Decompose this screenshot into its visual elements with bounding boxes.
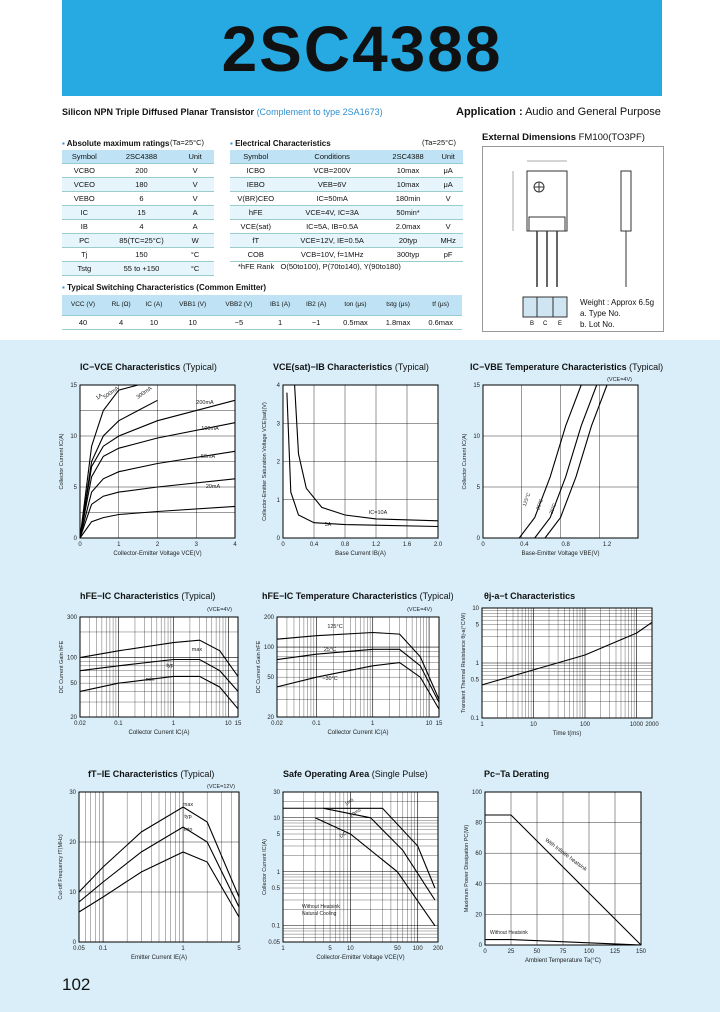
table-cell: IC=50mA (282, 192, 383, 206)
chart-title-pc-ta: Pc−Ta Derating (484, 769, 550, 779)
x-tick-label: 10 (425, 721, 433, 727)
x-tick-label: 0.1 (98, 946, 108, 952)
y-tick-label: 10 (70, 434, 77, 440)
weight-text: Weight : Approx 6.5g (580, 298, 655, 307)
x-tick-label: 1 (181, 946, 185, 952)
y-tick-label: 0 (73, 536, 77, 542)
x-tick-label: 0.8 (561, 542, 570, 548)
y-tick-label: 0.1 (470, 716, 479, 722)
table-cell: 50min* (383, 206, 434, 220)
x-axis-label: Time t(ms) (552, 731, 582, 737)
x-tick-label: 150 (635, 949, 647, 955)
curve-label: typ (166, 663, 174, 669)
table-cell: A (176, 220, 214, 234)
x-axis-label: Base-Emitter Voltage VBE(V) (521, 551, 600, 557)
y-tick-label: 5 (276, 832, 280, 839)
table-cell: VEB=6V (282, 178, 383, 192)
table-cell: 1 (262, 316, 298, 330)
curve-label: With Infinite heatsink (543, 837, 588, 873)
y-tick-label: 0 (72, 940, 76, 946)
x-axis-label: Collector-Emitter Voltage VCE(V) (113, 551, 202, 557)
table-cell: VCE(sat) (230, 220, 282, 234)
table-cell: μA (433, 164, 463, 178)
y-tick-label: 40 (475, 881, 482, 888)
application-label: Application : (456, 106, 523, 118)
table-cell: 150 (107, 248, 177, 262)
x-axis-label: Collector Current IC(A) (327, 730, 389, 736)
y-tick-label: 50 (70, 681, 77, 688)
table-cell: W (176, 234, 214, 248)
y-tick-label: 5 (475, 622, 479, 629)
table-cell: °C (176, 262, 214, 276)
chart-title-vcesat-ib: VCE(sat)−IB Characteristics (Typical) (273, 362, 429, 372)
curve-label: 1A (94, 392, 104, 402)
curve-label: min (183, 827, 193, 833)
y-tick-label: 20 (69, 840, 76, 846)
table-cell: VEBO (62, 192, 107, 206)
x-tick-label: 4 (233, 542, 237, 548)
curve-label: -30°C (548, 502, 559, 517)
table-cell: V(BR)CEO (230, 192, 282, 206)
y-axis-label: Collector Current IC(A) (462, 433, 468, 490)
y-tick-label: 1 (276, 869, 280, 876)
y-tick-label: 10 (69, 890, 76, 896)
table-cell: 10max (383, 164, 434, 178)
y-tick-label: 30 (273, 790, 280, 796)
table-cell: 2SC4388 (107, 150, 177, 164)
table-cell: VCB=200V (282, 164, 383, 178)
pin-label: E (558, 321, 563, 327)
x-tick-label: 75 (559, 949, 567, 955)
x-tick-label: 0 (281, 542, 285, 548)
curve-label: Without Heatsink (490, 930, 528, 936)
y-axis-label: DC Current Gain hFE (59, 640, 65, 694)
x-tick-label: 10 (347, 946, 354, 952)
table-cell: Unit (176, 150, 214, 164)
table-cell: 6 (107, 192, 177, 206)
y-tick-label: 20 (267, 715, 274, 721)
curve-label: max (182, 802, 194, 808)
x-tick-label: 1 (480, 722, 484, 728)
chart-title-ic-vbe: IC−VBE Temperature Characteristics (Typical) (470, 362, 664, 372)
x-tick-label: 15 (234, 721, 242, 727)
table-cell: 200 (107, 164, 177, 178)
x-tick-label: 50 (394, 946, 401, 952)
table-cell: fT (230, 234, 282, 248)
x-tick-label: 100 (579, 722, 591, 728)
curve-label: 500mA (102, 385, 121, 401)
table-cell: −5 (216, 316, 262, 330)
y-axis-label: Collector Current IC(A) (262, 839, 268, 895)
note-b: b. Lot No. (580, 320, 615, 329)
table-cell: IB1 (A) (262, 295, 298, 316)
curve-label: Without Heatsink (302, 904, 340, 910)
table-cell: 1.8max (377, 316, 420, 330)
table-cell: V (176, 178, 214, 192)
table-cell: tstg (μs) (377, 295, 420, 316)
table-cell: −1 (298, 316, 334, 330)
y-tick-label: 300 (66, 615, 77, 621)
y-tick-label: 10 (472, 606, 479, 612)
subtitle-text: Silicon NPN Triple Diffused Planar Transistor (62, 107, 255, 117)
electrical-heading-text: Electrical Characteristics (235, 139, 331, 148)
y-tick-label: 20 (475, 912, 482, 919)
curve-label: IC=10A (368, 510, 388, 516)
table-cell: 4 (104, 316, 138, 330)
table-cell: VCE=12V, IE=0.5A (282, 234, 383, 248)
table-cell: A (176, 206, 214, 220)
y-tick-label: 10 (473, 434, 480, 440)
y-tick-label: 100 (66, 655, 77, 662)
chart-title-soa: Safe Operating Area (Single Pulse) (283, 769, 428, 779)
table-cell: pF (433, 248, 463, 262)
x-tick-label: 1 (171, 721, 176, 727)
x-tick-label: 0.8 (340, 542, 350, 548)
table-cell: 10 (170, 316, 216, 330)
y-axis-label: Cut-off Frequency fT(MHz) (58, 834, 64, 900)
y-tick-label: 15 (473, 383, 480, 389)
table-cell: 2SC4388 (383, 150, 434, 164)
table-cell: IEBO (230, 178, 282, 192)
x-tick-label: 0.02 (74, 721, 86, 727)
table-cell: Conditions (282, 150, 383, 164)
y-tick-label: 0.05 (268, 940, 280, 946)
y-tick-label: 10 (273, 815, 280, 822)
x-axis-label: Collector-Emitter Voltage VCE(V) (316, 955, 405, 961)
curve-label: −30°C (322, 676, 338, 682)
table-cell: IC (62, 206, 107, 220)
x-tick-label: 0.02 (271, 721, 283, 727)
table-cell: ICBO (230, 164, 282, 178)
table-cell: 0.5max (334, 316, 377, 330)
x-tick-label: 0.1 (312, 721, 321, 727)
curve-label: 125°C (521, 492, 533, 508)
x-tick-label: 2.0 (433, 542, 443, 548)
external-heading-text: External Dimensions (482, 132, 576, 143)
table-cell: V (433, 220, 463, 234)
y-tick-label: 4 (276, 383, 280, 389)
table-cell: RL (Ω) (104, 295, 138, 316)
x-tick-label: 1 (117, 542, 121, 548)
chart-title-theta-t: θj-a−t Characteristics (484, 591, 576, 601)
table-cell: °C (176, 248, 214, 262)
table-cell: VBB2 (V) (216, 295, 262, 316)
bullet-icon: ▪ (62, 283, 65, 292)
table-cell: IC (A) (138, 295, 169, 316)
x-axis-label: Collector Current IC(A) (128, 730, 190, 736)
x-axis-label: Emitter Current IE(A) (130, 955, 188, 961)
x-tick-label: 5 (237, 946, 241, 952)
application-value: Audio and General Purpose (525, 106, 661, 118)
curve-label: 25°C (535, 498, 545, 511)
table-cell: PC (62, 234, 107, 248)
x-tick-label: 1 (371, 721, 375, 727)
table-cell: IC=5A, IB=0.5A (282, 220, 383, 234)
note-a: a. Type No. (580, 309, 621, 318)
table-cell: V (176, 192, 214, 206)
curve-label: 100mA (201, 426, 219, 432)
curve-label: 1ms (343, 797, 356, 808)
curve-label: 20mA (205, 484, 221, 490)
curve-label: DC (338, 830, 349, 840)
y-tick-label: 0 (478, 943, 482, 949)
y-tick-label: 2 (276, 459, 280, 466)
table-cell: 180 (107, 178, 177, 192)
complement-text: (Complement to type 2SA1673) (256, 107, 383, 117)
y-tick-label: 5 (73, 485, 77, 491)
table-cell: tf (μs) (419, 295, 462, 316)
y-tick-label: 0.5 (271, 886, 280, 893)
x-tick-label: 0 (483, 949, 487, 955)
y-axis-label: Collector Current IC(A) (59, 433, 65, 490)
table-cell: Symbol (62, 150, 107, 164)
y-tick-label: 200 (263, 615, 274, 621)
y-tick-label: 50 (267, 675, 274, 682)
x-tick-label: 0.05 (73, 946, 85, 952)
x-axis-label: Base Current IB(A) (335, 551, 386, 557)
y-tick-label: 100 (263, 645, 274, 652)
chart-title-hfe-ic: hFE−IC Characteristics (Typical) (80, 591, 216, 601)
y-tick-label: 20 (70, 715, 77, 721)
x-tick-label: 125 (609, 949, 621, 955)
x-axis-label: Ambient Temperature Ta(°C) (525, 958, 601, 964)
table-cell: IB2 (A) (298, 295, 334, 316)
chart-hfe-ic-temp-frame (277, 617, 439, 717)
table-cell: VCC (V) (62, 295, 104, 316)
y-axis-label: Collector-Emitter Saturation Voltage VCE(sat)(V) (262, 402, 268, 521)
table-cell: 40 (62, 316, 104, 330)
curve-label: 5A (324, 522, 332, 528)
table-cell: ton (μs) (334, 295, 377, 316)
x-tick-label: 10 (224, 721, 232, 727)
x-tick-label: 0 (78, 542, 82, 548)
pin-label: B (530, 321, 535, 327)
table-cell: VCEO (62, 178, 107, 192)
curve-label: 10ms (348, 807, 363, 820)
table-cell: μA (433, 178, 463, 192)
x-tick-label: 0.1 (114, 721, 123, 727)
y-tick-label: 80 (475, 820, 482, 827)
y-tick-label: 15 (70, 383, 77, 389)
table-cell: COB (230, 248, 282, 262)
abs-max-condition: (Ta=25°C) (170, 138, 205, 147)
condition-label: (VCE=4V) (607, 377, 632, 383)
curve-label: typ (184, 814, 192, 820)
pin-label: C (543, 321, 548, 327)
x-tick-label: 3 (194, 542, 198, 548)
x-tick-label: 25 (507, 949, 515, 955)
table-cell: IB (62, 220, 107, 234)
curve-label: 50mA (200, 454, 216, 460)
x-tick-label: 15 (435, 721, 443, 727)
chart-title-ft-ie: fT−IE Characteristics (Typical) (88, 769, 215, 779)
table-cell: Tstg (62, 262, 107, 276)
x-tick-label: 0.4 (520, 542, 529, 548)
y-tick-label: 30 (69, 790, 76, 796)
y-tick-label: 0.1 (271, 923, 280, 930)
y-axis-label: DC Current Gain hFE (256, 640, 262, 694)
condition-label: (VCE=12V) (207, 784, 235, 790)
page-title: 2SC4388 (221, 13, 503, 85)
table-cell: V (433, 192, 463, 206)
y-tick-label: 100 (471, 790, 482, 796)
table-cell: Tj (62, 248, 107, 262)
table-cell: hFE (230, 206, 282, 220)
curve-label: 200mA (196, 400, 214, 406)
y-axis-label: Transient Thermal Resistance θj-a(°C/W) (461, 612, 467, 714)
abs-max-heading-text: Absolute maximum ratings (66, 139, 170, 148)
x-tick-label: 1.2 (371, 542, 381, 548)
x-tick-label: 10 (530, 722, 537, 728)
table-cell: 2.0max (383, 220, 434, 234)
table-cell: VBB1 (V) (170, 295, 216, 316)
curve-label: max (191, 647, 203, 653)
table-cell: 4 (107, 220, 177, 234)
table-cell: 10 (138, 316, 169, 330)
x-tick-label: 50 (533, 949, 541, 955)
x-tick-label: 2000 (645, 722, 659, 728)
table-cell: 55 to +150 (107, 262, 177, 276)
y-tick-label: 3 (276, 421, 280, 428)
table-cell: Symbol (230, 150, 282, 164)
chart-title-ic-vce: IC−VCE Characteristics (Typical) (80, 362, 217, 372)
table-cell: 15 (107, 206, 177, 220)
curve-label: 300mA (135, 385, 154, 401)
table-cell: 180min (383, 192, 434, 206)
y-tick-label: 0 (276, 536, 280, 542)
x-tick-label: 1.6 (402, 542, 412, 548)
table-cell: 85(TC=25°C) (107, 234, 177, 248)
bullet-icon: ▪ (230, 139, 233, 148)
x-tick-label: 5 (328, 946, 332, 952)
table-cell: V (176, 164, 214, 178)
curve-label: 25°C (323, 647, 337, 653)
table-cell: VCBO (62, 164, 107, 178)
condition-label: (VCE=4V) (407, 607, 432, 613)
x-tick-label: 100 (412, 946, 423, 952)
y-tick-label: 0 (476, 536, 480, 542)
bullet-icon: ▪ (62, 139, 65, 148)
table-cell: 0.6max (419, 316, 462, 330)
table-cell: 10max (383, 178, 434, 192)
package-text: FM100(TO3PF) (578, 132, 645, 143)
chart-title-hfe-ic-temp: hFE−IC Temperature Characteristics (Typical) (262, 591, 454, 601)
hfe-rank-label: *hFE Rank (238, 262, 275, 271)
curve-label: Natural Cooling (302, 911, 337, 917)
page-number: 102 (62, 975, 91, 994)
x-tick-label: 1000 (629, 722, 644, 728)
x-tick-label: 1 (281, 946, 285, 952)
table-cell: VCE=4V, IC=3A (282, 206, 383, 220)
curve-label: 125°C (327, 624, 343, 630)
x-tick-label: 100 (583, 949, 595, 955)
condition-label: (VCE=4V) (207, 607, 232, 613)
y-tick-label: 1 (276, 497, 280, 504)
table-cell: VCB=10V, f=1MHz (282, 248, 383, 262)
table-cell: MHz (433, 234, 463, 248)
x-tick-label: 0 (481, 542, 485, 548)
table-cell: 20typ (383, 234, 434, 248)
y-tick-label: 0.5 (470, 677, 479, 684)
y-axis-label: Maximum Power Dissipation PC(W) (464, 824, 470, 913)
y-tick-label: 5 (476, 485, 480, 491)
table-cell: Unit (433, 150, 463, 164)
hfe-rank-value: O(50to100), P(70to140), Y(90to180) (280, 262, 401, 271)
x-tick-label: 2 (155, 542, 160, 548)
curve-label: min (145, 677, 155, 683)
y-tick-label: 1 (475, 661, 479, 667)
switching-heading-text: Typical Switching Characteristics (Common Emitter) (67, 283, 267, 292)
table-cell: 300typ (383, 248, 434, 262)
x-tick-label: 0.4 (309, 542, 319, 548)
electrical-condition: (Ta=25°C) (422, 138, 457, 147)
x-tick-label: 200 (432, 946, 444, 952)
x-tick-label: 1.2 (602, 542, 612, 548)
y-tick-label: 60 (475, 851, 482, 858)
